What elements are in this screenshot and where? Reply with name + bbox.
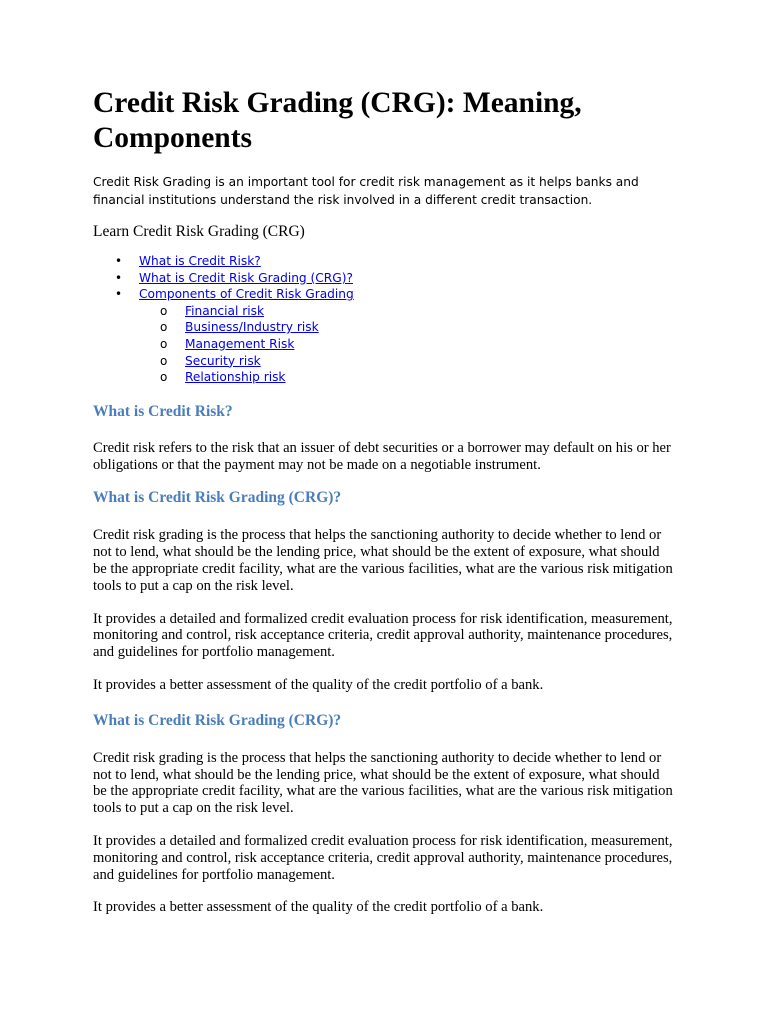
toc-subitem (139, 319, 673, 336)
section-heading-credit-risk: What is Credit Risk? (93, 402, 233, 420)
section-heading-crg: What is Credit Risk Grading (CRG)? (93, 489, 342, 507)
sub-bullet-icon: o (160, 303, 168, 318)
sub-bullet-icon: o (160, 320, 168, 335)
toc-subitem (139, 353, 673, 370)
toc-link-components[interactable]: Components of Credit Risk Grading (139, 287, 354, 302)
section-paragraph: It provides a better assessment of the quality of the credit portfolio of a bank. (93, 676, 544, 693)
section-paragraph: It provides a detailed and formalized credit evaluation process for risk identification, measurement, monitoring and control, risk acceptance criteria, credit approval authority, maintenance procedures, and guidelines for portfolio management. (93, 832, 673, 883)
section-paragraph: Credit risk grading is the process that helps the sanctioning authority to decide whether to lend or not to lend, what should be the lending price, what should be the extent of exposure, what should be the appropriate credit facility, what are the various facilities, what are the various risk mitigation tools to put a cap on the risk level. (93, 527, 673, 594)
learn-heading: Learn Credit Risk Grading (CRG) (93, 223, 305, 240)
bullet-icon: • (115, 254, 123, 268)
sub-bullet-icon: o (160, 336, 168, 351)
bullet-icon: • (115, 287, 123, 302)
toc-link-management-risk[interactable]: Management Risk (185, 336, 295, 351)
page-title: Credit Risk Grading (CRG): Meaning, Components (93, 87, 582, 154)
toc-subitem (139, 369, 673, 386)
table-of-contents (93, 253, 673, 386)
document-content (93, 86, 673, 916)
toc-sublist (139, 303, 673, 386)
section-paragraph: Credit risk grading is the process that helps the sanctioning authority to decide whether to lend or not to lend, what should be the lending price, what should be the extent of exposure, what should be the appropriate credit facility, what are the various facilities, what are the various risk mitigation tools to put a cap on the risk level. (93, 749, 673, 817)
section-paragraph: It provides a better assessment of the quality of the credit portfolio of a bank. (93, 899, 544, 916)
section-paragraph: Credit risk refers to the risk that an issuer of debt securities or a borrower may default on his or her obligations or that the payment may not be made on a negotiable instrument. (93, 439, 671, 473)
sub-bullet-icon: o (160, 353, 168, 368)
section-paragraph: It provides a detailed and formalized credit evaluation process for risk identification, measurement, monitoring and control, risk acceptance criteria, credit approval authority, maintenance procedures, and guidelines for portfolio management. (93, 610, 673, 661)
toc-link-financial-risk[interactable]: Financial risk (185, 303, 265, 318)
toc-link-what-is-credit-risk[interactable]: What is Credit Risk? (139, 254, 261, 268)
toc-link-what-is-crg[interactable]: What is Credit Risk Grading (CRG)? (139, 270, 353, 285)
toc-link-relationship-risk[interactable]: Relationship risk (185, 370, 286, 385)
section-heading-crg-repeat: What is Credit Risk Grading (CRG)? (93, 711, 342, 729)
sub-bullet-icon: o (160, 370, 168, 385)
intro-paragraph: Credit Risk Grading is an important tool for credit risk management as it helps banks and financial institutions understand the risk involved in a different credit transaction. (93, 175, 639, 207)
bullet-icon: • (115, 270, 123, 285)
toc-item (93, 286, 673, 386)
toc-subitem (139, 336, 673, 353)
toc-link-security-risk[interactable]: Security risk (185, 353, 261, 368)
toc-link-business-industry-risk[interactable]: Business/Industry risk (185, 320, 319, 335)
toc-item (93, 270, 673, 287)
toc-item (93, 253, 673, 270)
toc-subitem (139, 303, 673, 320)
